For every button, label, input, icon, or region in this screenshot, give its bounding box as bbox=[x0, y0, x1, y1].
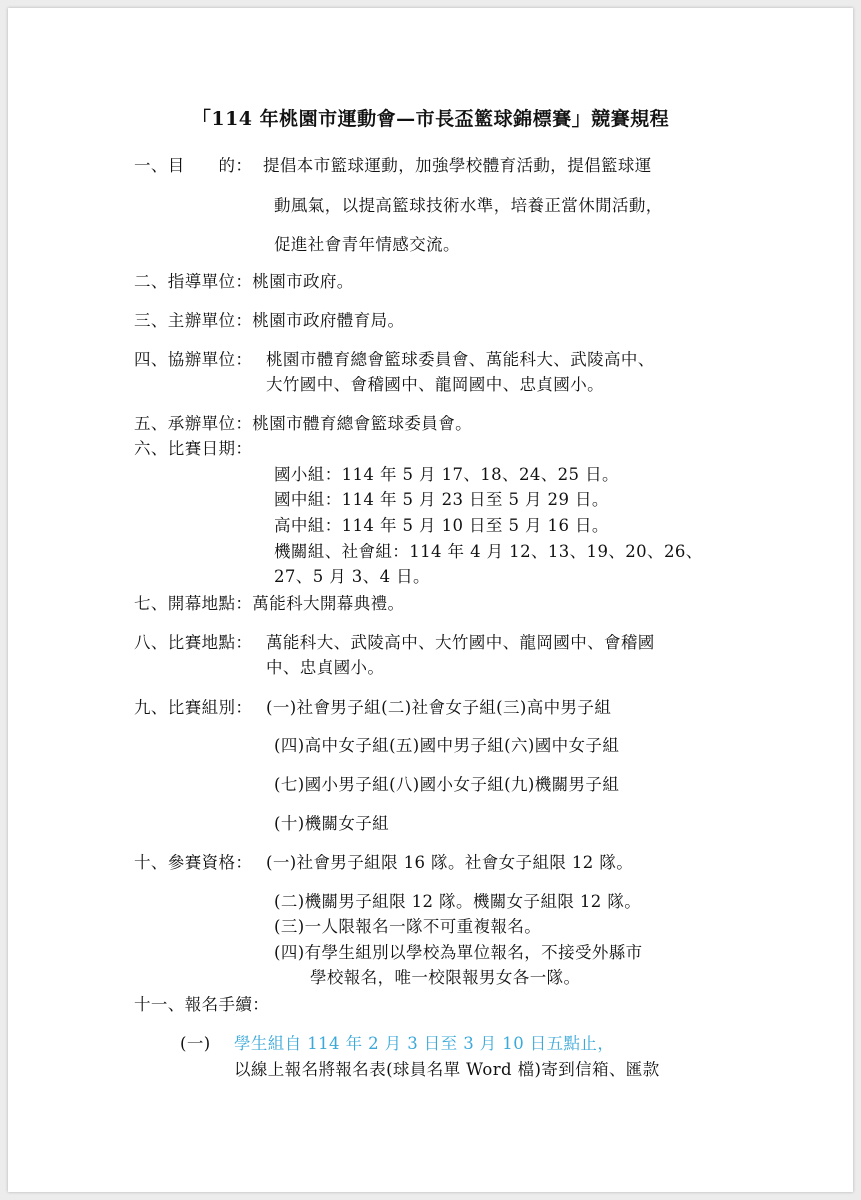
section-eligibility-line: (三)一人限報名一隊不可重複報名。 bbox=[274, 917, 542, 936]
section-divisions-line: (一)社會男子組(二)社會女子組(三)高中男子組 bbox=[266, 698, 612, 717]
section-organizer: 三、主辦單位：桃園市政府體育局。 bbox=[134, 311, 405, 330]
section-eligibility-line: (四)有學生組別以學校為單位報名，不接受外縣市 bbox=[274, 943, 643, 962]
section-venues-line: 萬能科大、武陵高中、大竹國中、龍岡國中、會稽國 bbox=[266, 633, 655, 652]
section-purpose-line: 促進社會青年情感交流。 bbox=[274, 235, 460, 254]
section-divisions-line: (十)機關女子組 bbox=[274, 814, 390, 833]
section-divisions-label: 九、比賽組別： bbox=[134, 698, 253, 717]
section-opening: 七、開幕地點：萬能科大開幕典禮。 bbox=[134, 594, 405, 613]
section-venues-label: 八、比賽地點： bbox=[134, 633, 253, 652]
section-co-organizers-line: 桃園市體育總會籃球委員會、萬能科大、武陵高中、 bbox=[266, 350, 655, 369]
section-registration-label: 十一、報名手續： bbox=[134, 995, 270, 1014]
section-co-organizers-label: 四、協辦單位： bbox=[134, 350, 253, 369]
document-title: 「114 年桃園市運動會—市長盃籃球錦標賽」競賽規程 bbox=[191, 108, 670, 130]
section-venues-line: 中、忠貞國小。 bbox=[266, 658, 385, 677]
document-page bbox=[8, 8, 853, 1192]
registration-item-highlight: 學生組自 114 年 2 月 3 日至 3 月 10 日五點止， bbox=[234, 1034, 615, 1053]
section-eligibility-line: (一)社會男子組限 16 隊。社會女子組限 12 隊。 bbox=[266, 853, 634, 872]
section-dates-line: 國小組：114 年 5 月 17、18、24、25 日。 bbox=[274, 465, 619, 484]
section-guidance: 二、指導單位：桃園市政府。 bbox=[134, 272, 354, 291]
section-eligibility-label: 十、參賽資格： bbox=[134, 853, 253, 872]
section-dates-line: 高中組：114 年 5 月 10 日至 5 月 16 日。 bbox=[274, 516, 609, 535]
section-host: 五、承辦單位：桃園市體育總會籃球委員會。 bbox=[134, 414, 472, 433]
section-divisions-line: (四)高中女子組(五)國中男子組(六)國中女子組 bbox=[274, 736, 620, 755]
section-co-organizers-line: 大竹國中、會稽國中、龍岡國中、忠貞國小。 bbox=[266, 375, 604, 394]
section-purpose-line: 動風氣，以提高籃球技術水準，培養正當休閒活動， bbox=[274, 196, 663, 215]
section-eligibility-line: (二)機關男子組限 12 隊。機關女子組限 12 隊。 bbox=[274, 892, 642, 911]
registration-item-number: (一) bbox=[180, 1034, 211, 1053]
section-eligibility-line: 學校報名，唯一校限報男女各一隊。 bbox=[310, 968, 581, 987]
section-dates-label: 六、比賽日期： bbox=[134, 439, 253, 458]
section-divisions-line: (七)國小男子組(八)國小女子組(九)機關男子組 bbox=[274, 775, 620, 794]
section-dates-line: 27、5 月 3、4 日。 bbox=[274, 567, 430, 586]
section-dates-line: 國中組：114 年 5 月 23 日至 5 月 29 日。 bbox=[274, 490, 609, 509]
section-purpose-label: 一、目 的： bbox=[134, 156, 253, 175]
registration-item-continuation: 以線上報名將報名表(球員名單 Word 檔)寄到信箱、匯款 bbox=[234, 1060, 660, 1079]
section-purpose-line: 提倡本市籃球運動，加強學校體育活動，提倡籃球運 bbox=[263, 156, 652, 175]
section-dates-line: 機關組、社會組：114 年 4 月 12、13、19、20、26、 bbox=[274, 542, 703, 561]
